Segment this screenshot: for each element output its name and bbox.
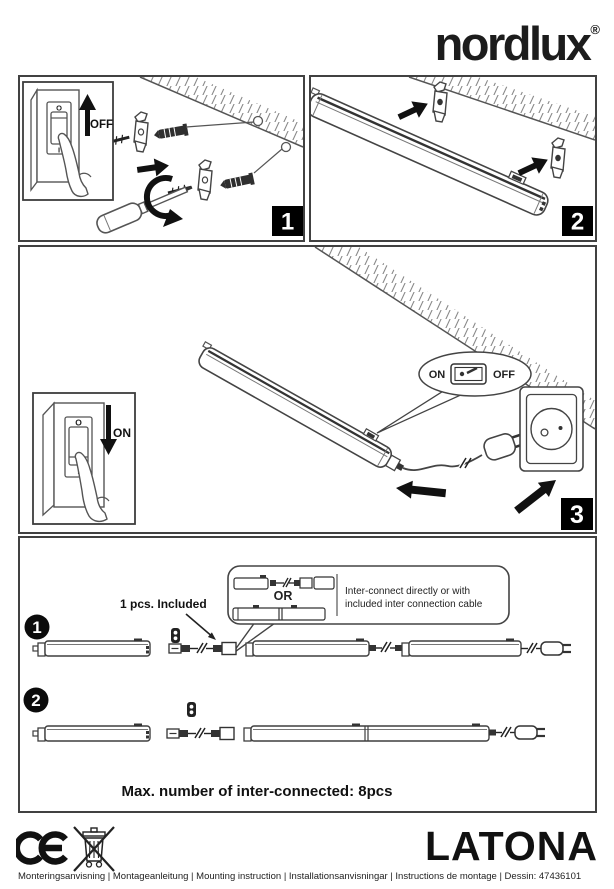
drill-hole-icon [282,143,291,152]
step3-illustration [20,247,595,532]
callout-off-label: OFF [493,369,515,381]
rocker-switch-icon [451,364,486,384]
step1-panel [18,75,305,242]
step-badge [562,206,593,236]
arrow-up-right-icon [395,95,432,125]
switch-bottom-mark: I [57,145,61,155]
link-cable-icon [369,642,402,652]
arrow-to-outlet-icon [511,473,561,518]
callout-balloon [377,352,531,433]
pointer-arrow [186,614,216,640]
interconnect-illustration [20,538,595,811]
cable-clip-icon [187,702,196,717]
screw-axis-line [186,122,254,127]
light-bar-illustration [194,339,411,478]
callout-on-label: ON [428,369,446,381]
step-number: 2 [570,208,585,236]
arrow-left-icon [395,479,447,502]
step3-panel [18,245,597,534]
step1-illustration [20,77,303,240]
mounting-clip-icon [551,138,565,178]
power-outlet-icon [520,387,583,471]
power-cord-plug-icon [489,726,545,739]
interconnect-cable-icon [169,643,236,655]
step-number: 1 [280,208,295,236]
row-number: 2 [31,691,41,710]
numbered-badge [24,688,49,713]
light-bar-icon [33,724,150,742]
joined-light-bars-icon [244,724,489,742]
light-bar-icon [402,639,521,657]
light-bar-icon [33,639,150,657]
interconnect-cable-icon [167,728,234,740]
cable-clip-icon [171,628,180,643]
ce-mark-icon [16,831,69,865]
screw-axis-line [254,149,282,173]
power-cord-plug-icon [521,642,571,655]
switch-top-mark: O [56,103,62,113]
registered-mark: ® [590,22,600,37]
switch-top-mark: O [75,417,82,428]
nordlux-logo [434,17,600,70]
mounting-clip-icon [198,160,212,200]
drill-hole-icon [254,117,263,126]
step-badge [561,498,593,530]
power-cable [403,455,482,470]
max-interconnect-note: Max. number of inter-connected: 8pcs [121,783,393,800]
wall-anchor-icon [219,172,255,191]
footer [0,818,614,889]
switch-off-inset [23,82,113,200]
weee-bin-icon [72,825,116,875]
on-label: ON [113,426,131,440]
off-label: OFF [90,119,113,131]
step-badge [272,206,303,236]
mounting-clip-icon [134,112,148,152]
switch-on-inset [33,393,135,524]
callout-text-line2: included inter connection cable [345,599,483,610]
included-label: 1 pcs. Included [120,597,207,611]
step-number: 3 [570,501,584,529]
logo-text: nordlux [434,17,590,70]
languages-line: Monteringsanvisning | Montageanleitung | Mounting instruction | Installationsanvisningar | Instructions de montage | Dessin: 47436101 [18,871,582,882]
light-bar-icon [246,639,369,657]
numbered-badge [25,615,50,640]
row-number: 1 [32,618,42,637]
step2-panel [309,75,597,242]
interconnect-panel [18,536,597,813]
callout-text-line1: Inter-connect directly or with [345,586,471,597]
or-label: OR [273,589,293,603]
product-name: LATONA [424,823,598,869]
step2-illustration [311,77,595,240]
mounting-clip-icon [433,82,447,122]
wall-anchor-icon [153,123,189,141]
